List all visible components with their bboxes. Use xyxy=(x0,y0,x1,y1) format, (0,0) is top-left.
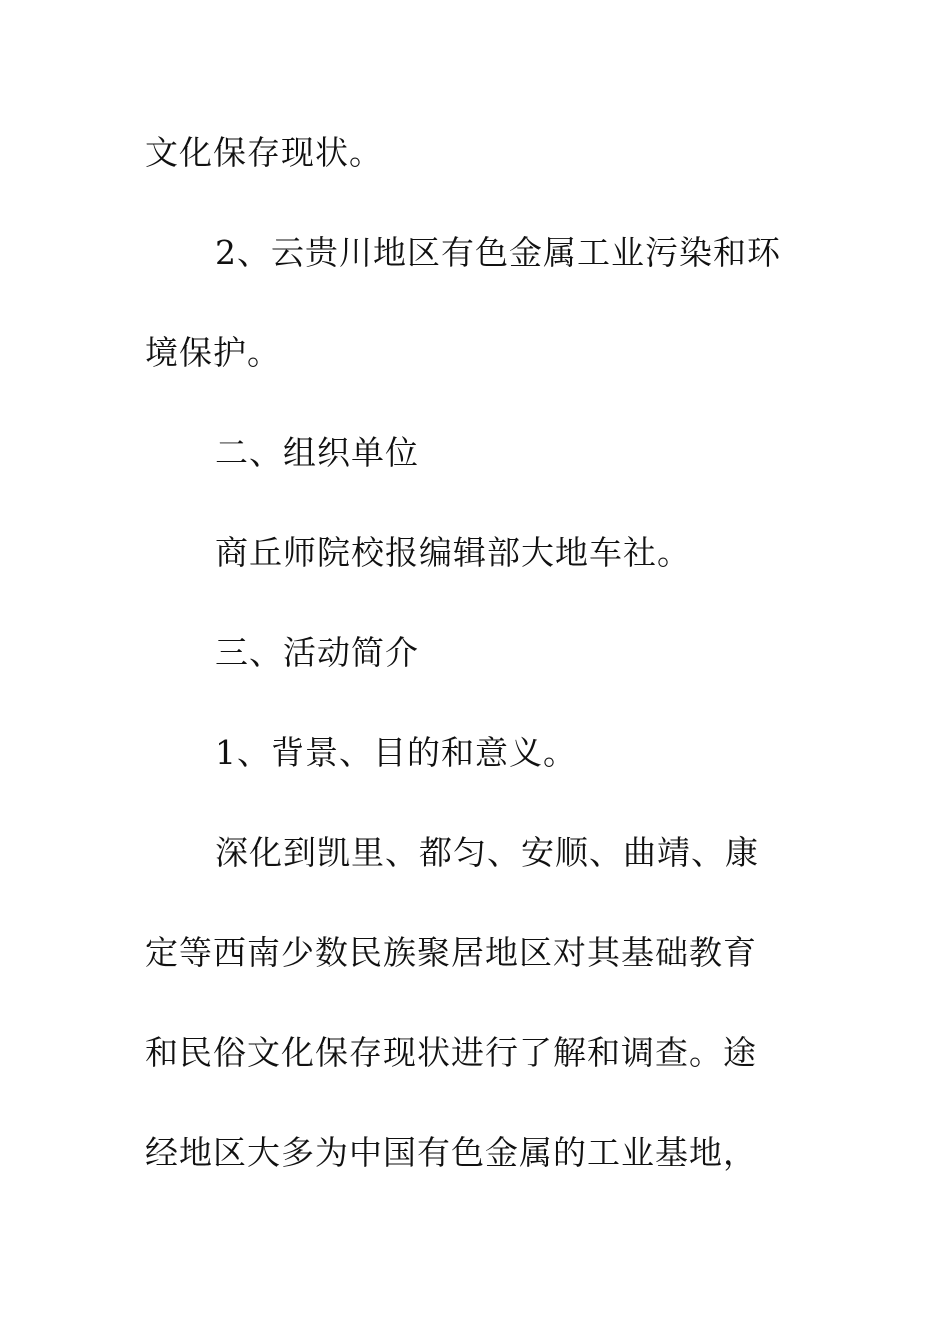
text-line: 经地区大多为中国有色金属的工业基地， xyxy=(145,1133,757,1172)
text-line: 定等西南少数民族聚居地区对其基础教育 xyxy=(145,933,757,972)
text-line: 文化保存现状。 xyxy=(145,133,383,172)
text-line: 商丘师院校报编辑部大地车社。 xyxy=(215,533,691,572)
text-line: 境保护。 xyxy=(145,333,281,372)
text-line: 2、云贵川地区有色金属工业污染和环 xyxy=(215,233,781,272)
section-heading: 二、组织单位 xyxy=(215,433,419,472)
text-line: 深化到凯里、都匀、安顺、曲靖、康 xyxy=(215,833,759,872)
section-heading: 三、活动简介 xyxy=(215,633,419,672)
text-line: 1、背景、目的和意义。 xyxy=(215,733,577,772)
text-line: 和民俗文化保存现状进行了解和调查。途 xyxy=(145,1033,757,1072)
